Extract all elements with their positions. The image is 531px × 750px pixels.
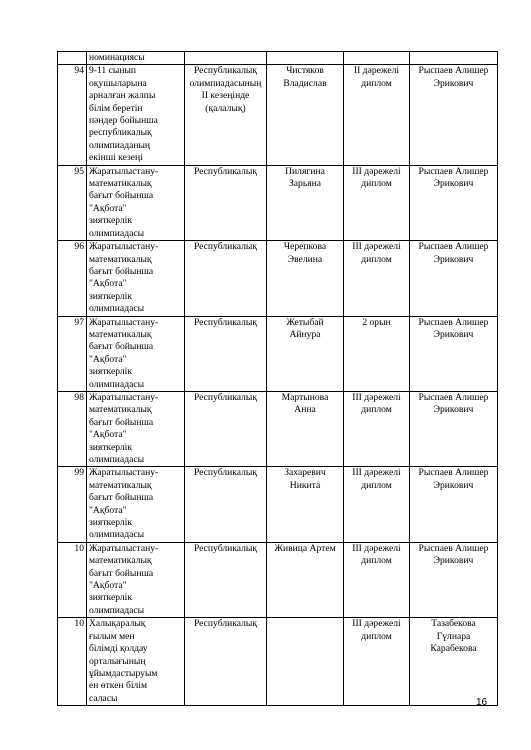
result-cell xyxy=(344,52,410,65)
result-line: ІІІ дәрежелі xyxy=(352,618,401,630)
competition-name-cell xyxy=(87,542,185,617)
student-name-line: Никита xyxy=(289,479,321,491)
competition-name-cell xyxy=(87,618,185,706)
student-name-cell xyxy=(267,618,344,706)
teacher-name-cell xyxy=(410,542,498,617)
competition-name-line: екінші кезеңі xyxy=(89,152,143,164)
level-cell xyxy=(185,618,267,706)
row-number-cell: 96 xyxy=(58,241,87,316)
competition-name-cell xyxy=(87,241,185,316)
student-name-line: Мартынова xyxy=(281,391,329,403)
competition-name-line: арналған жалпы xyxy=(89,90,156,102)
competition-name-line: "Ақбота" xyxy=(89,278,127,290)
teacher-name-line: Эрикович xyxy=(433,404,474,416)
level-cell xyxy=(185,165,267,240)
student-name-line: Пилягина xyxy=(285,165,325,177)
teacher-name-line: Рыспаев Алишер xyxy=(418,241,489,253)
table-row xyxy=(58,52,498,65)
student-name-cell xyxy=(267,542,344,617)
table-row xyxy=(58,618,498,706)
teacher-name-line: Рыспаев Алишер xyxy=(418,542,489,554)
teacher-name-cell xyxy=(410,241,498,316)
teacher-name-cell xyxy=(410,65,498,165)
result-line: ІІІ дәрежелі xyxy=(352,467,401,479)
competition-name-line: зияткерлік xyxy=(89,441,132,453)
result-line: диплом xyxy=(361,253,392,265)
level-line: Республикалық xyxy=(193,618,258,630)
competition-name-cell xyxy=(87,52,185,65)
teacher-name-line: Эрикович xyxy=(433,77,474,89)
teacher-name-line: Рыспаев Алишер xyxy=(418,165,489,177)
student-name-cell xyxy=(267,391,344,466)
competition-name-line: "Ақбота" xyxy=(89,580,127,592)
competition-name-line: білім беретін xyxy=(89,102,143,114)
competition-name-line: математикалық xyxy=(89,555,152,567)
level-cell xyxy=(185,241,267,316)
competition-name-line: олимпиадасы xyxy=(89,604,145,616)
competition-name-line: бағыт бойынша xyxy=(89,416,154,428)
competition-name-cell xyxy=(87,165,185,240)
competition-name-line: бағыт бойынша xyxy=(89,341,154,353)
table-row xyxy=(58,542,498,617)
level-line: Республикалық xyxy=(193,316,258,328)
competition-name-line: Жаратылыстану- xyxy=(89,467,159,479)
level-cell xyxy=(185,467,267,542)
competition-name-line: математикалық xyxy=(89,479,152,491)
competition-name-line: олимпиаданың xyxy=(89,139,151,151)
teacher-name-line: Эрикович xyxy=(433,479,474,491)
teacher-name-line: Карабекова xyxy=(430,643,477,655)
student-name-line: Живица Артем xyxy=(274,542,336,554)
result-line: диплом xyxy=(361,555,392,567)
result-line: ІІІ дәрежелі xyxy=(352,391,401,403)
competition-name-line: зияткерлік xyxy=(89,290,132,302)
level-line: Республикалық xyxy=(193,391,258,403)
result-cell xyxy=(344,391,410,466)
competition-name-line: Жаратылыстану- xyxy=(89,391,159,403)
student-name-line: Черепкова xyxy=(283,241,327,253)
competition-name-line: Жаратылыстану- xyxy=(89,542,159,554)
table-row xyxy=(58,316,498,391)
teacher-name-cell xyxy=(410,391,498,466)
competition-name-line: орталығының xyxy=(89,655,146,667)
competition-name-line: Халықаралық xyxy=(89,618,146,630)
result-line: ІІІ дәрежелі xyxy=(352,542,401,554)
student-name-cell xyxy=(267,65,344,165)
competition-name-line: "Ақбота" xyxy=(89,429,127,441)
row-number-cell: 97 xyxy=(58,316,87,391)
level-line: олимпиадасының xyxy=(189,77,262,89)
row-number-cell: 98 xyxy=(58,391,87,466)
student-name-cell xyxy=(267,52,344,65)
competition-name-line: пәндер бойынша xyxy=(89,115,158,127)
competition-name-line: олимпиадасы xyxy=(89,529,145,541)
level-line: Республикалық xyxy=(193,65,258,77)
result-line: диплом xyxy=(361,178,392,190)
result-cell xyxy=(344,165,410,240)
competition-name-line: білімді қолдау xyxy=(89,643,148,655)
result-line: 2 орын xyxy=(362,316,391,328)
teacher-name-line: Тазабекова xyxy=(431,618,476,630)
student-name-line: Жетыбай xyxy=(286,316,324,328)
table-row xyxy=(58,467,498,542)
competition-name-cell xyxy=(87,316,185,391)
competition-name-line: математикалық xyxy=(89,253,152,265)
competition-name-line: 9-11 сынып xyxy=(89,65,137,77)
level-line: Республикалық xyxy=(193,165,258,177)
result-line: ІІІ дәрежелі xyxy=(352,241,401,253)
level-cell xyxy=(185,391,267,466)
student-name-line: Эвелина xyxy=(287,253,323,265)
student-name-cell xyxy=(267,316,344,391)
table-row xyxy=(58,165,498,240)
student-name-line: Владислав xyxy=(283,77,327,89)
competition-name-line: математикалық xyxy=(89,178,152,190)
competition-name-line: бағыт бойынша xyxy=(89,567,154,579)
result-cell xyxy=(344,467,410,542)
student-name-line: Айнура xyxy=(289,328,321,340)
result-line: диплом xyxy=(361,77,392,89)
level-line: Республикалық xyxy=(193,241,258,253)
competition-name-line: олимпиадасы xyxy=(89,227,145,239)
student-name-line: Зарьяна xyxy=(288,178,322,190)
competition-name-line: номинациясы xyxy=(89,52,145,63)
teacher-name-line: Эрикович xyxy=(433,555,474,567)
level-line: (қалалық) xyxy=(205,102,246,114)
competition-name-line: бағыт бойынша xyxy=(89,265,154,277)
level-cell xyxy=(185,316,267,391)
competition-name-line: зияткерлік xyxy=(89,366,132,378)
result-cell xyxy=(344,316,410,391)
row-number-cell: 94 xyxy=(58,65,87,165)
competition-name-line: бағыт бойынша xyxy=(89,492,154,504)
competition-name-line: бағыт бойынша xyxy=(89,190,154,202)
awards-table-body xyxy=(58,52,498,706)
page-number: 16 xyxy=(476,697,488,708)
teacher-name-line: Рыспаев Алишер xyxy=(418,467,489,479)
teacher-name-cell xyxy=(410,52,498,65)
teacher-name-line: Гүлнара xyxy=(436,630,471,642)
level-line: ІІ кезеңінде xyxy=(201,90,250,102)
competition-name-line: республикалық xyxy=(89,127,152,139)
competition-name-line: зияткерлік xyxy=(89,517,132,529)
result-line: ІІІ дәрежелі xyxy=(352,165,401,177)
teacher-name-line: Эрикович xyxy=(433,328,474,340)
teacher-name-line: Эрикович xyxy=(433,253,474,265)
competition-name-line: математикалық xyxy=(89,404,152,416)
competition-name-line: "Ақбота" xyxy=(89,202,127,214)
competition-name-line: олимпиадасы xyxy=(89,303,145,315)
awards-table xyxy=(57,51,498,706)
teacher-name-cell xyxy=(410,165,498,240)
result-cell xyxy=(344,542,410,617)
competition-name-line: Жаратылыстану- xyxy=(89,316,159,328)
competition-name-line: олимпиадасы xyxy=(89,378,145,390)
student-name-line: Захаревич xyxy=(284,467,326,479)
teacher-name-line: Эрикович xyxy=(433,178,474,190)
competition-name-cell xyxy=(87,391,185,466)
teacher-name-cell xyxy=(410,618,498,706)
result-line: диплом xyxy=(361,630,392,642)
competition-name-line: ен өткен білім xyxy=(89,680,148,692)
level-cell xyxy=(185,52,267,65)
level-cell xyxy=(185,65,267,165)
result-cell xyxy=(344,241,410,316)
result-line: диплом xyxy=(361,479,392,491)
table-row xyxy=(58,65,498,165)
competition-name-line: зияткерлік xyxy=(89,592,132,604)
competition-name-line: Жаратылыстану- xyxy=(89,165,159,177)
row-number-cell: 95 xyxy=(58,165,87,240)
level-line: Республикалық xyxy=(193,542,258,554)
row-number-cell: 10 xyxy=(58,618,87,706)
competition-name-line: "Ақбота" xyxy=(89,353,127,365)
student-name-cell xyxy=(267,241,344,316)
competition-name-cell xyxy=(87,65,185,165)
student-name-cell xyxy=(267,165,344,240)
level-cell xyxy=(185,542,267,617)
competition-name-line: саласы xyxy=(89,692,118,704)
teacher-name-line: Рыспаев Алишер xyxy=(418,391,489,403)
result-line: диплом xyxy=(361,404,392,416)
row-number-cell: 10 xyxy=(58,542,87,617)
teacher-name-cell xyxy=(410,316,498,391)
student-name-line: Анна xyxy=(294,404,316,416)
competition-name-line: Жаратылыстану- xyxy=(89,241,159,253)
teacher-name-cell xyxy=(410,467,498,542)
table-row xyxy=(58,391,498,466)
competition-name-line: зияткерлік xyxy=(89,215,132,227)
student-name-cell xyxy=(267,467,344,542)
competition-name-cell xyxy=(87,467,185,542)
teacher-name-line: Рыспаев Алишер xyxy=(418,65,489,77)
row-number-cell xyxy=(58,52,87,65)
table-row xyxy=(58,241,498,316)
competition-name-line: оқушыларына xyxy=(89,77,147,89)
result-cell xyxy=(344,65,410,165)
competition-name-line: олимпиадасы xyxy=(89,454,145,465)
competition-name-line: ұйымдастыруым xyxy=(89,667,158,679)
competition-name-line: ғылым мен xyxy=(89,630,135,642)
competition-name-line: "Ақбота" xyxy=(89,504,127,516)
row-number-cell: 99 xyxy=(58,467,87,542)
level-line: Республикалық xyxy=(193,467,258,479)
competition-name-line: математикалық xyxy=(89,328,152,340)
result-line: ІІ дәрежелі xyxy=(353,65,400,77)
student-name-line: Чистяков xyxy=(286,65,324,77)
teacher-name-line: Рыспаев Алишер xyxy=(418,316,489,328)
result-cell xyxy=(344,618,410,706)
